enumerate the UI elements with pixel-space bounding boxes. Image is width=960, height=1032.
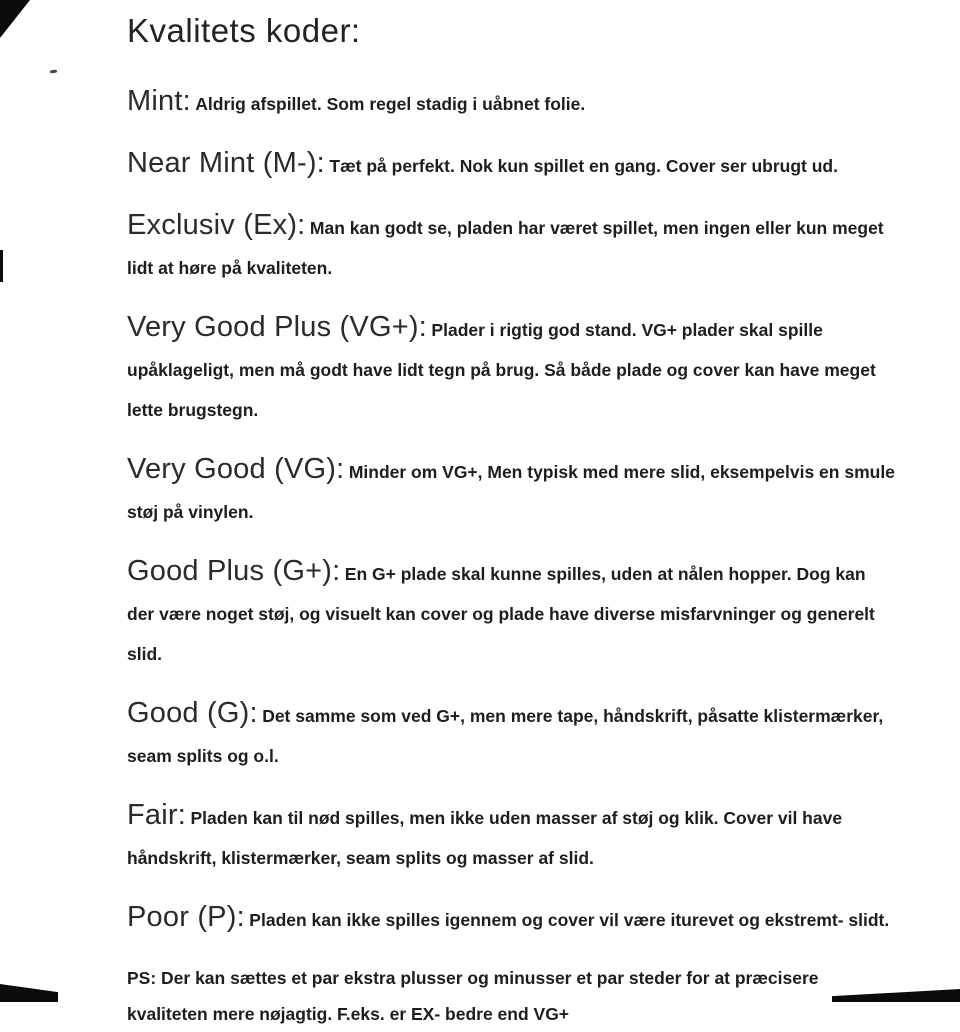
- grade-description: En G+ plade skal kunne spilles, uden at nålen hopper. Dog kan der være noget støj, og visuelt kan cover og plade have diverse misfarvninger og generelt slid.: [127, 564, 875, 664]
- grade-term: Poor (P):: [127, 901, 245, 933]
- grade-term: Very Good Plus (VG+):: [127, 311, 427, 343]
- grade-description: Pladen kan ikke spilles igennem og cover vil være iturevet og ekstremt- slidt.: [249, 910, 890, 930]
- grade-description: Minder om VG+, Men typisk med mere slid, eksempelvis en smule støj på vinylen.: [127, 462, 895, 522]
- grade-description: Man kan godt se, pladen har været spillet, men ingen eller kun meget lidt at høre på kvaliteten.: [127, 218, 884, 278]
- grade-term: Good (G):: [127, 697, 258, 729]
- grade-term: Fair:: [127, 799, 186, 831]
- grade-description: Det samme som ved G+, men mere tape, håndskrift, påsatte klistermærker, seam splits og o.l.: [127, 706, 884, 766]
- grade-description: Tæt på perfekt. Nok kun spillet en gang. Cover ser ubrugt ud.: [329, 156, 838, 176]
- grade-entry-very-good-plus: [127, 308, 896, 431]
- grade-entry-very-good: [127, 450, 896, 533]
- grade-entry-good-plus: [127, 552, 896, 675]
- grade-entry-poor: [127, 898, 896, 941]
- grade-description: Pladen kan til nød spilles, men ikke uden masser af støj og klik. Cover vil have håndskrift, klistermærker, seam splits og masser af slid.: [127, 808, 843, 868]
- grade-term: Near Mint (M-):: [127, 147, 325, 179]
- grade-entry-near-mint: [127, 144, 896, 187]
- grade-entry-good: [127, 694, 896, 777]
- scan-artifact-left-edge-tick: [0, 250, 3, 282]
- grade-term: Mint:: [127, 85, 191, 117]
- grade-entry-exclusiv: [127, 206, 896, 289]
- grade-term: Good Plus (G+):: [127, 555, 341, 587]
- grade-description: Aldrig afspillet. Som regel stadig i uåbnet folie.: [195, 94, 586, 114]
- footnote-ps: PS: Der kan sættes et par ekstra plusser og minusser et par steder for at præcisere kvaliteten mere nøjagtig. F.eks. er EX- bedre end VG+: [127, 968, 819, 1024]
- grade-term: Exclusiv (Ex):: [127, 209, 306, 241]
- grade-entry-mint: [127, 82, 896, 125]
- grade-entry-fair: [127, 796, 896, 879]
- grade-term: Very Good (VG):: [127, 453, 345, 485]
- page-title: Kvalitets koder:: [127, 12, 361, 49]
- grade-description: Plader i rigtig god stand. VG+ plader skal spille upåklageligt, men må godt have lidt tegn på brug. Så både plade og cover kan have meget lette brugstegn.: [127, 320, 876, 420]
